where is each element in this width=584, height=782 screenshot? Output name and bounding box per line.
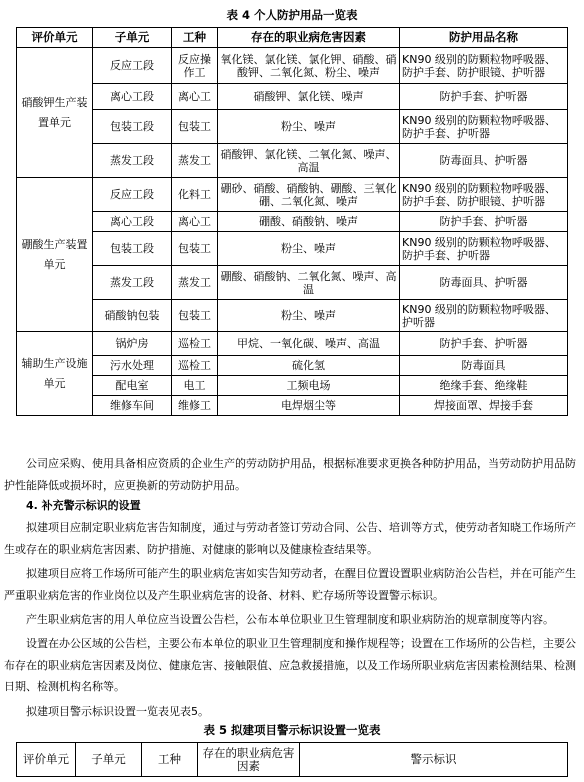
ppe-table [16, 27, 568, 416]
cell-hazard: 硼酸、硝酸钠、噪声 [218, 212, 400, 232]
cell-ppe: 防毒面具、护听器 [400, 266, 568, 300]
paragraph-notification-system: 拟建项目应制定职业病危害告知制度，通过与劳动者签订劳动合同、公告、培训等方式，使劳动者知晓工作场所产生或存在的职业病危害因素、防护措施、对健康的影响以及健康检查结果等。 [4, 521, 576, 556]
cell-subunit: 污水处理 [93, 356, 172, 376]
paragraph-hazard-disclosure: 拟建项目应将工作场所可能产生的职业病危害如实告知劳动者，在醒目位置设置职业病防治公告栏，并在可能产生严重职业病危害的作业岗位以及产生职业病危害的设备、材料、贮存场所等设置警示标识。 [4, 567, 576, 602]
cell-subunit: 反应工段 [93, 48, 172, 84]
cell-subunit: 包装工段 [93, 110, 172, 144]
cell-ppe: KN90 级别的防颗粒物呼吸器、防护手套、护听器 [400, 232, 568, 266]
table-row [17, 84, 568, 110]
table-header-row [17, 28, 568, 48]
cell-hazard: 硫化氢 [218, 356, 400, 376]
cell-subunit: 蒸发工段 [93, 144, 172, 178]
cell-job: 化料工 [172, 178, 218, 212]
cell-subunit: 包装工段 [93, 232, 172, 266]
cell-subunit: 维修车间 [93, 396, 172, 416]
table-row [17, 110, 568, 144]
t5-header-warning: 警示标识 [300, 743, 568, 777]
t5-header-hazard: 存在的职业病危害因素 [198, 743, 300, 777]
paragraph-ppe-procurement: 公司应采购、使用具备相应资质的企业生产的劳动防护用品，根据标准要求更换各种防护用品，当劳动防护用品防护性能降低或损坏时，应更换新的劳动防护用品。 [4, 457, 576, 492]
cell-ppe: 防毒面具、护听器 [400, 144, 568, 178]
cell-unit: 硝酸钾生产装置单元 [17, 48, 93, 178]
section-heading-warning-signs: 4. 补充警示标识的设置 [26, 499, 141, 512]
table-row [17, 232, 568, 266]
cell-hazard: 氧化镁、氯化镁、氯化钾、硝酸、硝酸钾、二氧化氮、粉尘、噪声 [218, 48, 400, 84]
cell-ppe: KN90 级别的防颗粒物呼吸器、防护手套、防护眼镜、护听器 [400, 48, 568, 84]
cell-job: 巡检工 [172, 356, 218, 376]
table-row [17, 396, 568, 416]
cell-ppe: 防毒面具 [400, 356, 568, 376]
table-row [17, 144, 568, 178]
t5-header-job: 工种 [142, 743, 198, 777]
paragraph-table5-reference: 拟建项目警示标识设置一览表见表5。 [26, 705, 209, 718]
cell-job: 蒸发工 [172, 144, 218, 178]
cell-hazard: 硝酸钾、氯化镁、噪声 [218, 84, 400, 110]
cell-job: 电工 [172, 376, 218, 396]
table-row [17, 178, 568, 212]
table-row [17, 332, 568, 356]
table-row [17, 212, 568, 232]
cell-hazard: 硝酸钾、氯化镁、二氧化氮、噪声、高温 [218, 144, 400, 178]
cell-job: 蒸发工 [172, 266, 218, 300]
cell-job: 离心工 [172, 84, 218, 110]
cell-unit: 硼酸生产装置单元 [17, 178, 93, 332]
cell-hazard: 粉尘、噪声 [218, 110, 400, 144]
cell-job: 维修工 [172, 396, 218, 416]
cell-ppe: KN90 级别的防颗粒物呼吸器、防护手套、防护眼镜、护听器 [400, 178, 568, 212]
cell-subunit: 离心工段 [93, 84, 172, 110]
table-row [17, 300, 568, 332]
cell-ppe: KN90 级别的防颗粒物呼吸器、护听器 [400, 300, 568, 332]
cell-job: 包装工 [172, 232, 218, 266]
cell-job: 巡检工 [172, 332, 218, 356]
table4-caption: 表 4 个人防护用品一览表 [226, 8, 358, 22]
cell-ppe: 防护手套、护听器 [400, 84, 568, 110]
cell-subunit: 锅炉房 [93, 332, 172, 356]
warning-sign-table [16, 742, 568, 777]
header-ppe: 防护用品名称 [400, 28, 568, 48]
cell-ppe: 防护手套、护听器 [400, 212, 568, 232]
table5-caption: 表 5 拟建项目警示标识设置一览表 [203, 723, 381, 737]
paragraph-bulletin-content: 设置在办公区域的公告栏，主要公布本单位的职业卫生管理制度和操作规程等；设置在工作场所的公告栏，主要公布存在的职业病危害因素及岗位、健康危害、接触限值、应急救援措施，以及工作场所职业病危害因素检测结果、检测日期、检测机构名称等。 [4, 637, 576, 693]
header-subunit: 子单元 [93, 28, 172, 48]
table5-header-row [17, 743, 568, 777]
cell-hazard: 工频电场 [218, 376, 400, 396]
t5-header-unit: 评价单元 [17, 743, 76, 777]
header-job: 工种 [172, 28, 218, 48]
table-row [17, 266, 568, 300]
cell-ppe: 防护手套、护听器 [400, 332, 568, 356]
cell-ppe: KN90 级别的防颗粒物呼吸器、防护手套、护听器 [400, 110, 568, 144]
table-row [17, 376, 568, 396]
cell-hazard: 硼酸、硝酸钠、二氧化氮、噪声、高温 [218, 266, 400, 300]
cell-subunit: 配电室 [93, 376, 172, 396]
cell-hazard: 粉尘、噪声 [218, 300, 400, 332]
cell-subunit: 蒸发工段 [93, 266, 172, 300]
cell-ppe: 绝缘手套、绝缘鞋 [400, 376, 568, 396]
cell-job: 包装工 [172, 110, 218, 144]
cell-subunit: 硝酸钠包装 [93, 300, 172, 332]
table-row [17, 356, 568, 376]
table-row [17, 48, 568, 84]
cell-job: 包装工 [172, 300, 218, 332]
cell-hazard: 甲烷、一氧化碳、噪声、高温 [218, 332, 400, 356]
t5-header-subunit: 子单元 [76, 743, 142, 777]
header-hazard: 存在的职业病危害因素 [218, 28, 400, 48]
cell-ppe: 焊接面罩、焊接手套 [400, 396, 568, 416]
cell-hazard: 电焊烟尘等 [218, 396, 400, 416]
paragraph-bulletin-board: 产生职业病危害的用人单位应当设置公告栏，公布本单位职业卫生管理制度和职业病防治的规章制度等内容。 [26, 613, 554, 626]
cell-hazard: 硼砂、硝酸、硝酸钠、硼酸、三氧化硼、二氧化氮、噪声 [218, 178, 400, 212]
cell-hazard: 粉尘、噪声 [218, 232, 400, 266]
cell-subunit: 离心工段 [93, 212, 172, 232]
cell-job: 反应操作工 [172, 48, 218, 84]
cell-subunit: 反应工段 [93, 178, 172, 212]
header-unit: 评价单元 [17, 28, 93, 48]
cell-job: 离心工 [172, 212, 218, 232]
cell-unit: 辅助生产设施单元 [17, 332, 93, 416]
